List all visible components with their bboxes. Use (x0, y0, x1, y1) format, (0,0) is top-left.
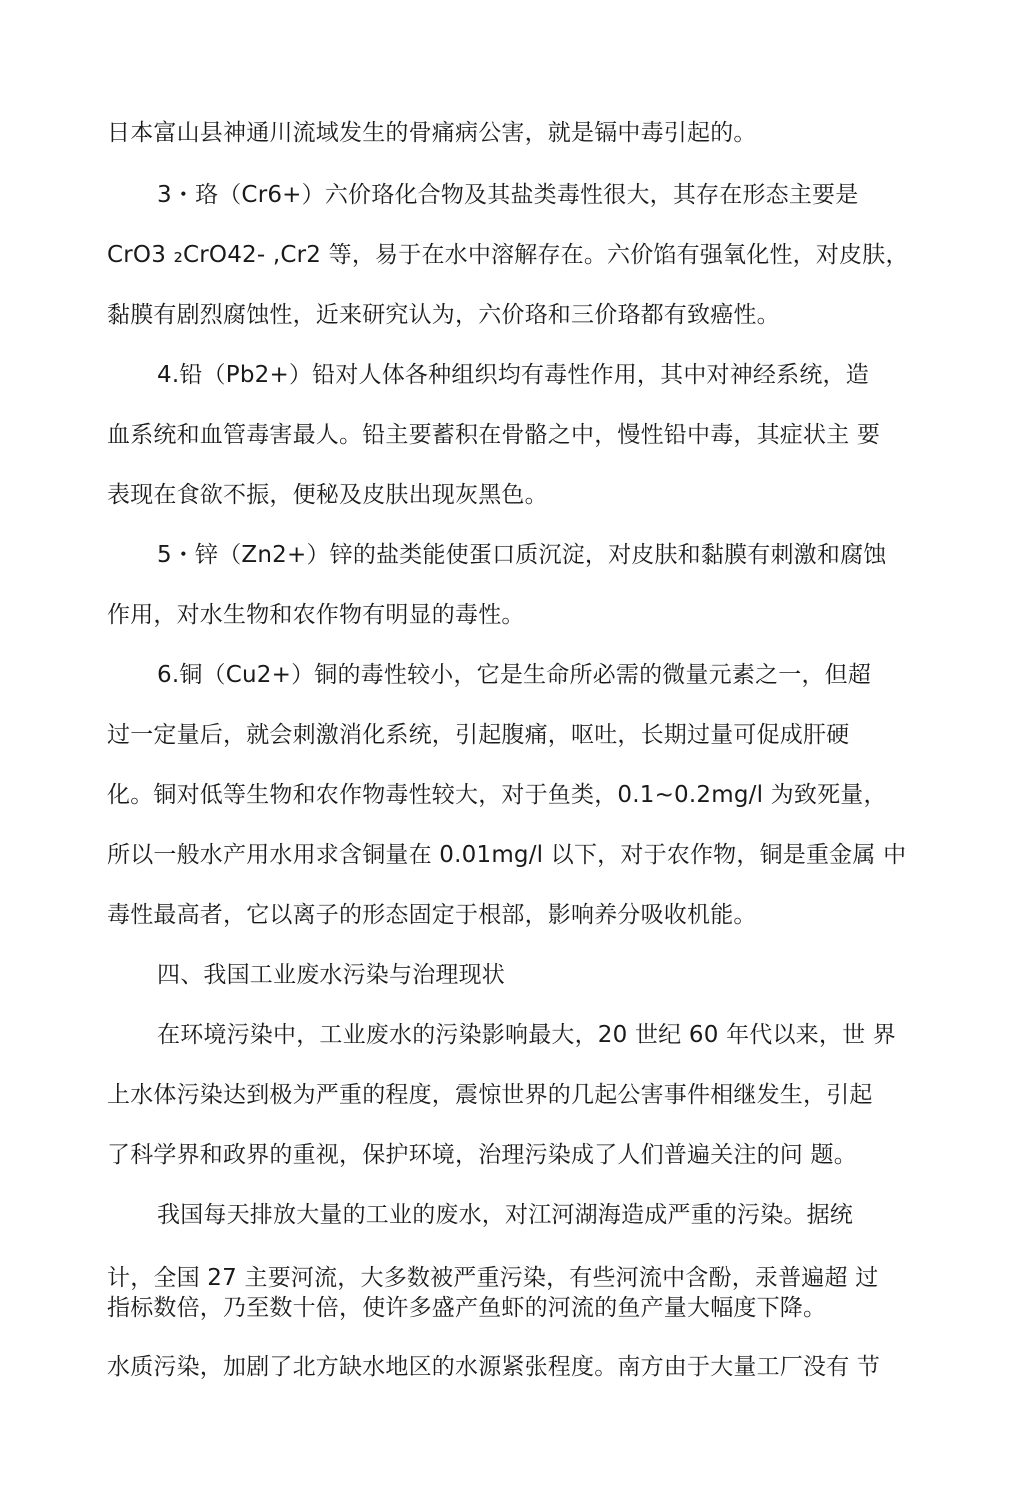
text-line: 5・锌（Zn2+）锌的盐类能使蛋口质沉淀，对皮肤和黏膜有刺激和腐蚀 (157, 542, 887, 568)
section-heading: 四、我国工业废水污染与治理现状 (157, 962, 505, 988)
text-line: 日本富山县神通川流域发生的骨痛病公害，就是镉中毒引起的。 (107, 120, 757, 146)
text-line: 过一定量后，就会刺激消化系统，引起腹痛，呕吐，长期过量可促成肝硬 (107, 722, 850, 748)
text-line: 表现在食欲不振，便秘及皮肤出现灰黑色。 (107, 482, 548, 508)
text-line: 上水体污染达到极为严重的程度，震惊世界的几起公害事件相继发生，引起 (107, 1082, 873, 1108)
text-line: 作用，对水生物和农作物有明显的毒性。 (107, 602, 525, 628)
text-line: 所以一般水产用水用求含铜量在 0.01mg/l 以下，对于农作物，铜是重金属 中 (107, 842, 907, 868)
text-line: 血系统和血管毒害最人。铅主要蓄积在骨骼之中，慢性铅中毒，其症状主 要 (107, 422, 881, 448)
text-line: 了科学界和政界的重视，保护环境，治理污染成了人们普遍关注的问 题。 (107, 1142, 857, 1168)
text-line: 黏膜有剧烈腐蚀性，近来研究认为，六价珞和三价珞都有致癌性。 (107, 302, 780, 328)
text-line: 我国每天排放大量的工业的废水，对江河湖海造成严重的污染。据统 (157, 1202, 853, 1228)
text-line: 毒性最高者，它以离子的形态固定于根部，影响养分吸收机能。 (107, 902, 757, 928)
text-line: 计，全国 27 主要河流，大多数被严重污染，有些河流中含酚，汞普遍超 过 (107, 1265, 879, 1291)
text-line: 水质污染，加剧了北方缺水地区的水源紧张程度。南方由于大量工厂没有 节 (107, 1354, 881, 1380)
text-line: 化。铜对低等生物和农作物毒性较大，对于鱼类，0.1~0.2mg/l 为致死量， (107, 782, 887, 808)
text-line: 在环境污染中，工业废水的污染影响最大，20 世纪 60 年代以来，世 界 (157, 1022, 896, 1048)
text-line: 4.铅（Pb2+）铅对人体各种组织均有毒性作用，其中对神经系统，造 (157, 362, 869, 388)
text-line: 6.铜（Cu2+）铜的毒性较小，它是生命所必需的微量元素之一，但超 (157, 662, 872, 688)
text-line: 指标数倍，乃至数十倍，使许多盛产鱼虾的河流的鱼产量大幅度下降。 (107, 1295, 827, 1321)
text-line: CrO3 ₂CrO42- ,Cr2 等，易于在水中溶解存在。六价馅有强氧化性，对皮肤， (107, 242, 909, 268)
text-line: 3・珞（Cr6+）六价珞化合物及其盐类毒性很大，其存在形态主要是 (157, 182, 859, 208)
